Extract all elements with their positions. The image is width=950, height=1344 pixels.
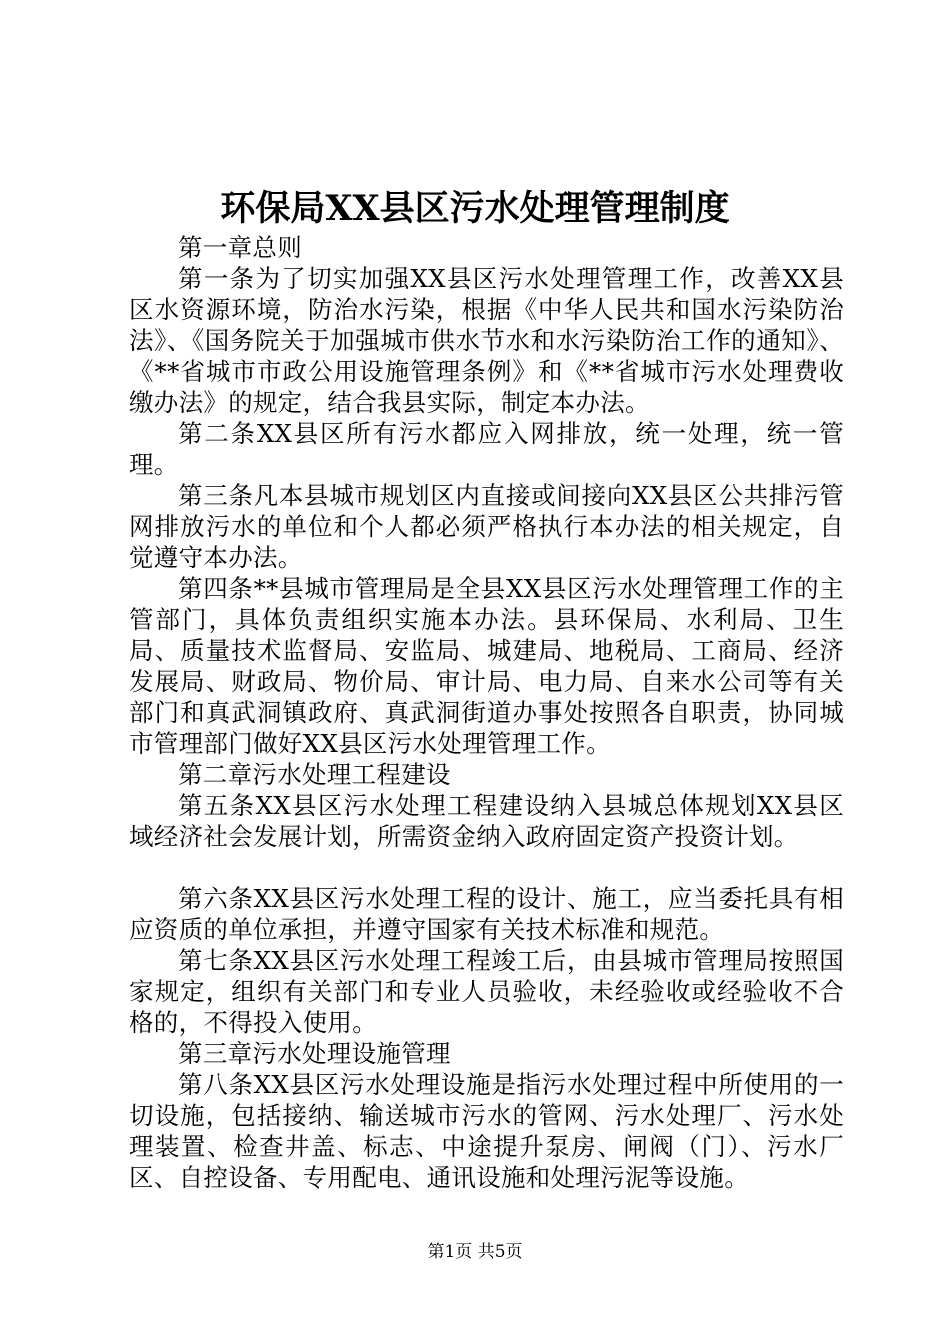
article-paragraph: 第五条XX县区污水处理工程建设纳入县城总体规划XX县区域经济社会发展计划，所需资金纳入政府固定资产投资计划。 xyxy=(129,791,844,851)
article-paragraph: 第六条XX县区污水处理工程的设计、施工，应当委托具有相应资质的单位承担，并遵守国家有关技术标准和规范。 xyxy=(129,884,844,944)
article-paragraph: 第三条凡本县城市规划区内直接或间接向XX县区公共排污管网排放污水的单位和个人都必须严格执行本办法的相关规定，自觉遵守本办法。 xyxy=(129,481,844,572)
article-paragraph: 第四条**县城市管理局是全县XX县区污水处理管理工作的主管部门，具体负责组织实施本办法。县环保局、水利局、卫生局、质量技术监督局、安监局、城建局、地税局、工商局、经济发展局、财政局、物价局、审计局、电力局、自来水公司等有关部门和真武洞镇政府、真武洞街道办事处按照各自职责，协同城市管理部门做好XX县区污水处理管理工作。 xyxy=(129,574,844,758)
article-paragraph: 第八条XX县区污水处理设施是指污水处理过程中所使用的一切设施，包括接纳、输送城市污水的管网、污水处理厂、污水处理装置、检查井盖、标志、中途提升泵房、闸阀（门）、污水厂区、自控设备、专用配电、通讯设施和处理污泥等设施。 xyxy=(129,1070,844,1192)
article-paragraph: 第二条XX县区所有污水都应入网排放，统一处理，统一管理。 xyxy=(129,419,844,479)
chapter-heading: 第二章污水处理工程建设 xyxy=(178,760,451,789)
page-footer: 第1页 共5页 xyxy=(427,1242,523,1262)
document-body xyxy=(129,232,844,1193)
article-paragraph: 第七条XX县区污水处理工程竣工后，由县城市管理局按照国家规定，组织有关部门和专业人员验收，未经验收或经验收不合格的，不得投入使用。 xyxy=(129,946,844,1037)
article-paragraph: 第一条为了切实加强XX县区污水处理管理工作，改善XX县区水资源环境，防治水污染，根据《中华人民共和国水污染防治法》、《国务院关于加强城市供水节水和水污染防治工作的通知》、《**省城市市政公用设施管理条例》和《**省城市污水处理费收缴办法》的规定，结合我县实际，制定本办法。 xyxy=(129,264,844,417)
chapter-heading: 第三章污水处理设施管理 xyxy=(178,1039,451,1068)
document-title: 环保局XX县区污水处理管理制度 xyxy=(220,188,730,229)
chapter-heading: 第一章总则 xyxy=(178,233,302,262)
